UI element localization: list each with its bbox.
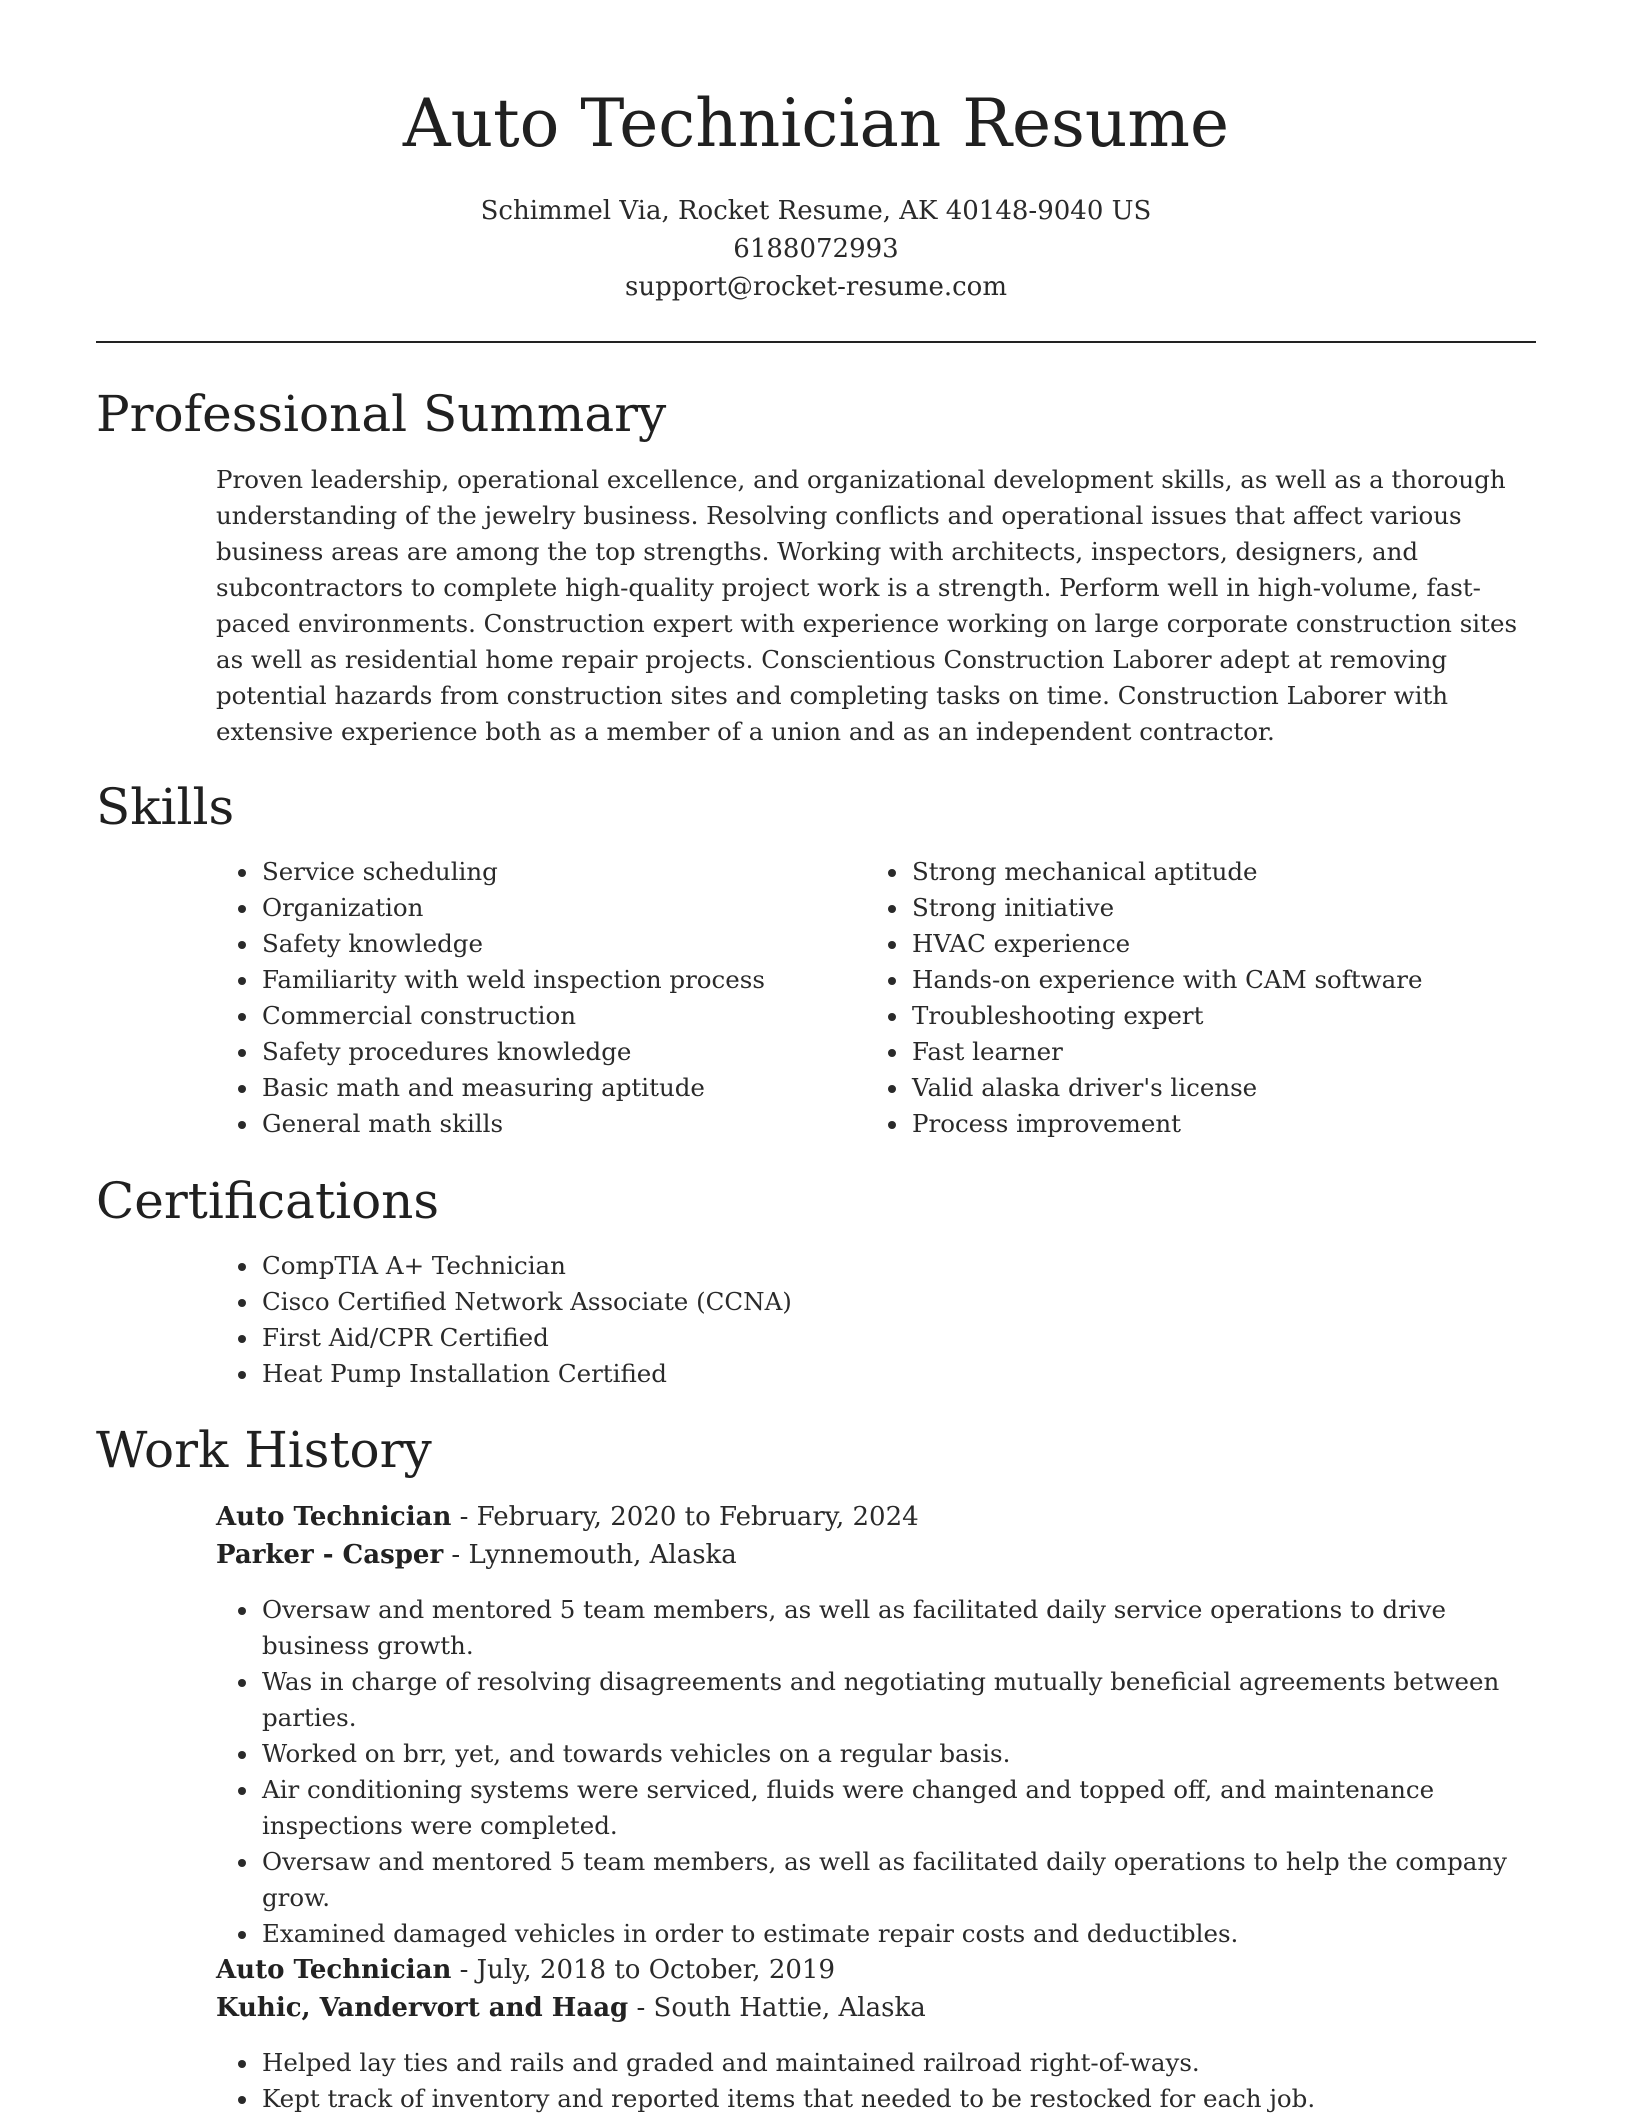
contact-address: Schimmel Via, Rocket Resume, AK 40148-9040 US [480,196,1152,226]
skill-item: • Safety procedures knowledge [260,1034,860,1070]
job-duty-item: • Oversaw and mentored 5 team members, as well as facilitated daily service operations to drive business growth. [260,1592,1536,1664]
job-duties-list [216,1592,1536,1952]
skill-item: • Commercial construction [260,998,860,1034]
skill-item: • Fast learner [910,1034,1550,1070]
skill-item: • Troubleshooting expert [910,998,1550,1034]
resume-title: Auto Technician Resume [402,85,1230,162]
job-duty-item: • Helped lay ties and rails and graded and maintained railroad right-of-ways. [260,2045,1536,2081]
skill-item: • HVAC experience [910,926,1550,962]
skill-item: • Valid alaska driver's license [910,1070,1550,1106]
skills-list-left [216,854,860,1142]
job-employer: Kuhic, Vandervort and Haag [216,1993,629,2023]
skill-item: • Safety knowledge [260,926,860,962]
section-title-certifications: Certifications [96,1172,440,1230]
job-duties-list [216,2045,1536,2117]
skill-item: • Strong initiative [910,890,1550,926]
header-divider [96,341,1536,343]
job-position: Auto Technician [216,1502,452,1532]
summary-text: Proven leadership, operational excellence, and organizational development skills, as well as a thorough understanding of the jewelry business. Resolving conflicts and operational issues that affect various business areas are among the top strengths. Working with architects, inspectors, designers, and subcontractors to complete high-quality project work is a strength. Perform well in high-volume, fast-paced environments. Construction expert with experience working on large corporate construction sites as well as residential home repair projects. Conscientious Construction Laborer adept at removing potential hazards from construction sites and completing tasks on time. Construction Laborer with extensive experience both as a member of a union and as an independent contractor. [216,465,1518,746]
skill-item: • Hands-on experience with CAM software [910,962,1550,998]
skill-item: • Familiarity with weld inspection process [260,962,860,998]
job-duty-item: • Was in charge of resolving disagreements and negotiating mutually beneficial agreements between parties. [260,1664,1536,1736]
job-duty-item: • Examined damaged vehicles in order to estimate repair costs and deductibles. [260,1916,1536,1952]
job-duty-item: • Kept track of inventory and reported items that needed to be restocked for each job. [260,2081,1536,2117]
job-duty-item: • Oversaw and mentored 5 team members, as well as facilitated daily operations to help the company grow. [260,1844,1536,1916]
job-employer: Parker - Casper [216,1540,444,1570]
skill-item: • General math skills [260,1106,860,1142]
contact-email: support@rocket-resume.com [624,272,1007,302]
section-title-skills: Skills [96,778,235,836]
job-location: - South Hattie, Alaska [628,1993,926,2023]
skill-item: • Strong mechanical aptitude [910,854,1550,890]
section-title-work-history: Work History [96,1421,432,1479]
certification-item: • CompTIA A+ Technician [260,1248,1460,1284]
job-title-line [216,1498,1536,1536]
skill-item: • Process improvement [910,1106,1550,1142]
job-duty-item: • Worked on brr, yet, and towards vehicles on a regular basis. [260,1736,1536,1772]
certification-item: • Cisco Certified Network Associate (CCNA) [260,1284,1460,1320]
certification-item: • Heat Pump Installation Certified [260,1356,1460,1392]
job-position: Auto Technician [216,1955,452,1985]
job-employer-line [216,1536,1536,1574]
contact-block [0,192,1632,306]
skill-item: • Organization [260,890,860,926]
job-employer-line [216,1989,1536,2027]
job-title-line [216,1951,1536,1989]
skill-item: • Basic math and measuring aptitude [260,1070,860,1106]
skills-list-right [866,854,1550,1142]
contact-phone: 6188072993 [733,234,899,264]
certifications-list [216,1248,1460,1392]
section-title-summary: Professional Summary [96,385,667,443]
job-duty-item: • Air conditioning systems were serviced, fluids were changed and topped off, and maintenance inspections were completed. [260,1772,1536,1844]
job-dates: - July, 2018 to October, 2019 [451,1955,835,1985]
skill-item: • Service scheduling [260,854,860,890]
job-location: - Lynnemouth, Alaska [443,1540,737,1570]
job-dates: - February, 2020 to February, 2024 [451,1502,919,1532]
certification-item: • First Aid/CPR Certified [260,1320,1460,1356]
